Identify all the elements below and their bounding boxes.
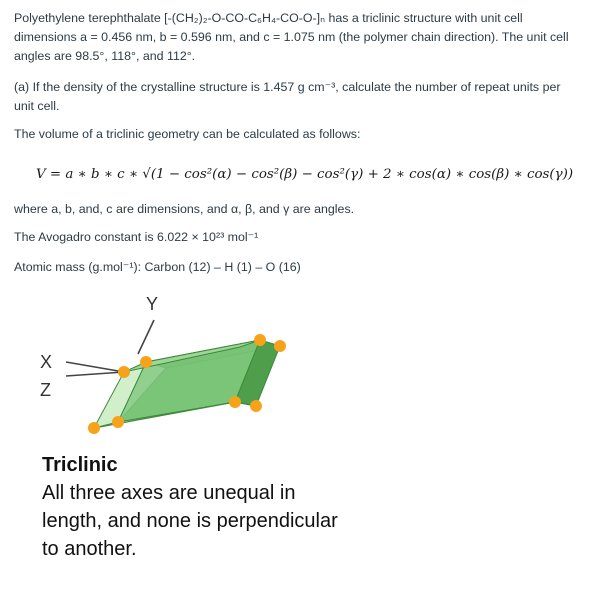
atomic-masses: Atomic mass (g.mol⁻¹): Carbon (12) – H (1) – O (16) <box>14 260 301 274</box>
question-part-a: (a) If the density of the crystalline structure is 1.457 g cm⁻³, calculate the number of repeat units per unit cell. <box>14 80 561 113</box>
x-axis-line <box>66 362 124 372</box>
axis-label-y: Y <box>146 294 159 314</box>
axis-label-z: Z <box>40 380 51 400</box>
triclinic-volume-formula: V = a ∗ b ∗ c ∗ √(1 − cos²(α) − cos²(β) − cos²(γ) + 2 ∗ cos(α) ∗ cos(β) ∗ cos(γ)) <box>36 167 574 182</box>
y-axis-line <box>138 320 154 354</box>
cell-vertex <box>250 400 262 412</box>
cell-vertex <box>274 340 286 352</box>
avogadro-constant: The Avogadro constant is 6.022 × 10²³ mol⁻¹ <box>14 230 259 244</box>
cell-vertex <box>112 416 124 428</box>
axis-label-x: X <box>40 352 53 372</box>
figure-caption-body: All three axes are unequal in length, and none is perpendicular to another. <box>42 482 338 560</box>
triclinic-unit-cell-figure <box>30 292 300 442</box>
cell-vertex <box>118 366 130 378</box>
z-axis-line <box>66 372 124 376</box>
cell-vertex <box>229 396 241 408</box>
volume-intro-text: The volume of a triclinic geometry can be calculated as follows: <box>14 127 361 141</box>
cell-vertex <box>140 356 152 368</box>
figure-caption-title: Triclinic <box>42 454 118 476</box>
variable-definitions: where a, b, and, c are dimensions, and α, β, and γ are angles. <box>14 202 355 216</box>
cell-vertex <box>88 422 100 434</box>
problem-intro: Polyethylene terephthalate [-(CH₂)₂-O-CO-C₆H₄-CO-O-]ₙ has a triclinic structure with unit cell dimensions a = 0.456 nm, b = 0.596 nm, and c = 1.075 nm (the polymer chain direction). The unit cell angles are 98.5°, 118°, and 112°. <box>14 11 569 63</box>
cell-vertex <box>254 334 266 346</box>
